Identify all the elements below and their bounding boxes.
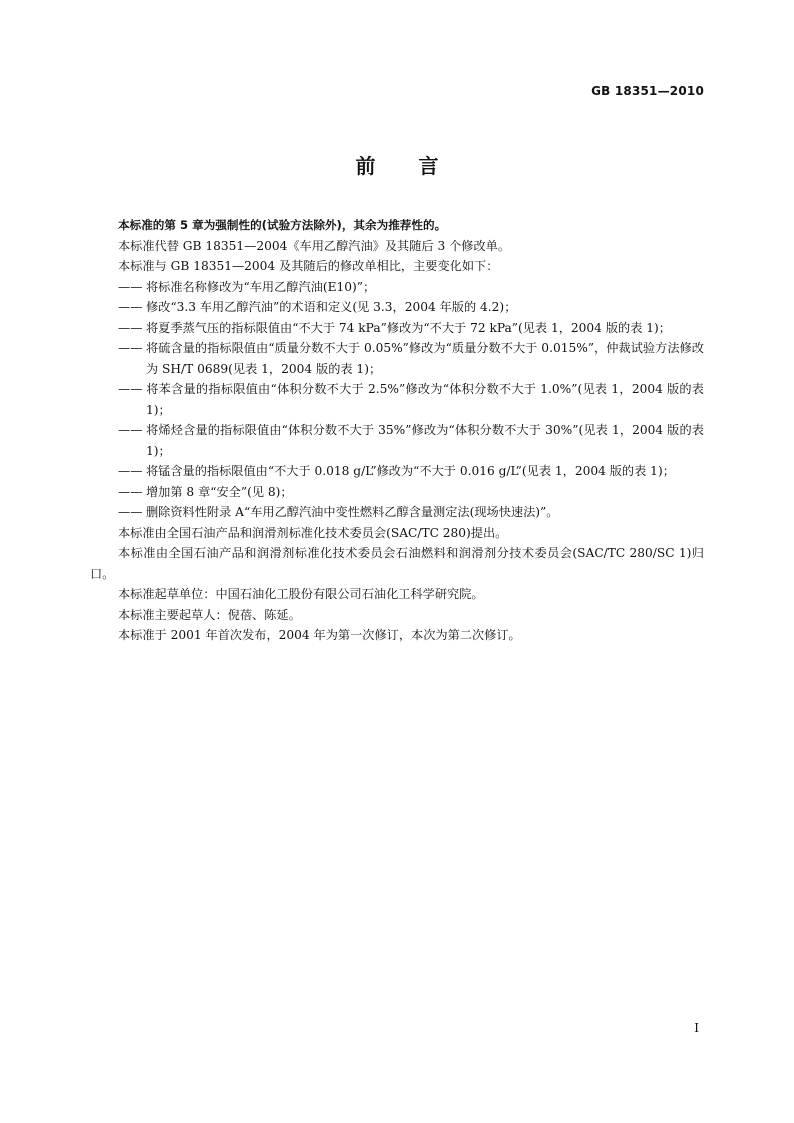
jurisdiction-statement: 本标准由全国石油产品和润滑剂标准化技术委员会石油燃料和润滑剂分技术委员会(SAC/TC 280/SC 1)归口。 bbox=[90, 546, 704, 581]
changes-intro: 本标准与 GB 18351—2004 及其随后的修改单相比，主要变化如下： bbox=[118, 259, 499, 273]
drafters: 本标准主要起草人：倪蓓、陈延。 bbox=[118, 607, 301, 622]
change-text: 将锰含量的指标限值由“不大于 0.018 g/L”修改为“不大于 0.016 g/L”(见表 1，2004 版的表 1)； bbox=[146, 464, 675, 478]
change-item bbox=[90, 277, 704, 298]
dash-mark: —— bbox=[118, 300, 143, 314]
dash-mark: —— bbox=[118, 382, 143, 396]
change-item bbox=[90, 502, 704, 523]
history-statement: 本标准于 2001 年首次发布，2004 年为第一次修订，本次为第二次修订。 bbox=[118, 628, 521, 642]
change-text: 删除资料性附录 A“车用乙醇汽油中变性燃料乙醇含量测定法(现场快速法)”。 bbox=[146, 505, 559, 519]
proposer-statement: 本标准由全国石油产品和润滑剂标准化技术委员会(SAC/TC 280)提出。 bbox=[118, 525, 508, 540]
change-item bbox=[90, 297, 704, 318]
change-item bbox=[90, 379, 704, 420]
dash-mark: —— bbox=[118, 341, 143, 355]
mandatory-statement: 本标准的第 5 章为强制性的(试验方法除外)，其余为推荐性的。 bbox=[118, 218, 447, 232]
standard-number: GB 18351—2010 bbox=[591, 84, 704, 98]
change-text: 增加第 8 章“安全”(见 8)； bbox=[146, 484, 293, 499]
replaces-statement: 本标准代替 GB 18351—2004《车用乙醇汽油》及其随后 3 个修改单。 bbox=[118, 238, 511, 253]
drafting-unit: 本标准起草单位：中国石油化工股份有限公司石油化工科学研究院。 bbox=[118, 587, 484, 601]
change-item bbox=[90, 338, 704, 379]
document-body bbox=[90, 215, 704, 646]
change-text: 将苯含量的指标限值由“体积分数不大于 2.5%”修改为“体积分数不大于 1.0%”(见表 1，2004 版的表 1)； bbox=[146, 382, 704, 417]
title-char-2: 言 bbox=[418, 154, 439, 178]
page-number: I bbox=[694, 1021, 699, 1035]
change-text: 将硫含量的指标限值由“质量分数不大于 0.05%”修改为“质量分数不大于 0.015%”，仲裁试验方法修改为 SH/T 0689(见表 1，2004 版的表 1)； bbox=[146, 341, 704, 376]
dash-mark: —— bbox=[118, 464, 143, 478]
dash-mark: —— bbox=[118, 423, 143, 437]
dash-mark: —— bbox=[118, 320, 143, 335]
change-item bbox=[90, 318, 704, 339]
change-text: 将标准名称修改为“车用乙醇汽油(E10)”； bbox=[146, 279, 376, 294]
change-text: 修改“3.3 车用乙醇汽油”的术语和定义(见 3.3，2004 年版的 4.2)； bbox=[146, 300, 517, 314]
dash-mark: —— bbox=[118, 505, 143, 519]
change-text: 将夏季蒸气压的指标限值由“不大于 74 kPa”修改为“不大于 72 kPa”(见表 1，2004 版的表 1)； bbox=[146, 320, 671, 335]
title-char-1: 前 bbox=[355, 154, 376, 178]
change-item bbox=[90, 482, 704, 503]
change-item bbox=[90, 420, 704, 461]
change-item bbox=[90, 461, 704, 482]
change-text: 将烯烃含量的指标限值由“体积分数不大于 35%”修改为“体积分数不大于 30%”(见表 1，2004 版的表 1)； bbox=[146, 423, 704, 458]
page-title bbox=[0, 150, 794, 179]
dash-mark: —— bbox=[118, 279, 143, 294]
dash-mark: —— bbox=[118, 484, 143, 499]
